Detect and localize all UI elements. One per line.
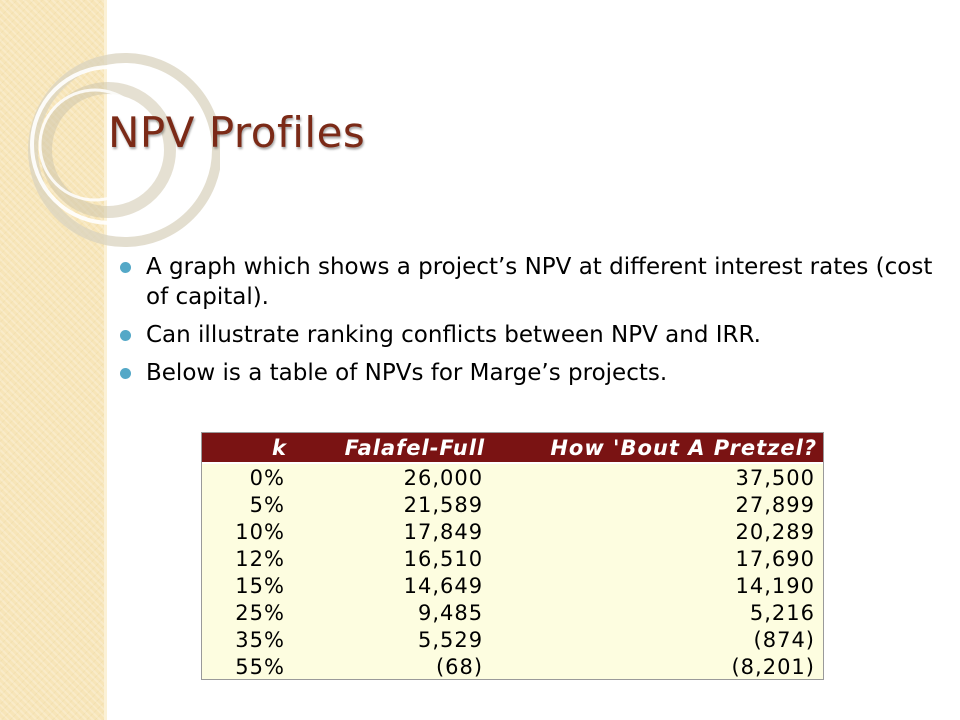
bullet-dot-icon <box>120 368 131 379</box>
header-falafel-full: Falafel-Full <box>293 433 491 463</box>
cell-falafel-npv: (68) <box>435 654 484 679</box>
cell-pretzel-npv: 14,190 <box>735 573 815 598</box>
table-row <box>202 491 823 518</box>
cell-rate: 35% <box>235 627 285 652</box>
bullet-text: Below is a table of NPVs for Marge’s projects. <box>146 360 668 386</box>
bullet-text: A graph which shows a project’s NPV at different interest rates (cost of capital). <box>146 254 933 310</box>
cell-falafel-npv: 9,485 <box>417 600 484 625</box>
bullet-text: Can illustrate ranking conflicts between NPV and IRR. <box>146 322 761 348</box>
header-pretzel: How 'Bout A Pretzel? <box>491 433 823 463</box>
cell-pretzel-npv: 20,289 <box>735 519 815 544</box>
cell-falafel-npv: 16,510 <box>403 546 484 571</box>
npv-table-container <box>201 432 824 680</box>
npv-table <box>202 433 823 680</box>
table-row <box>202 653 823 680</box>
cell-rate: 10% <box>235 519 285 544</box>
cell-pretzel-npv: 27,899 <box>735 492 815 517</box>
header-k: k <box>202 433 293 463</box>
bullet-dot-icon <box>120 262 131 273</box>
cell-pretzel-npv: 37,500 <box>735 465 815 490</box>
cell-rate: 12% <box>235 546 285 571</box>
table-row <box>202 463 823 491</box>
cell-rate: 55% <box>235 654 285 679</box>
bullet-item <box>120 252 940 312</box>
cell-rate: 0% <box>249 465 285 490</box>
table-row <box>202 599 823 626</box>
cell-falafel-npv: 26,000 <box>403 465 484 490</box>
bullet-list <box>120 252 940 396</box>
bullet-item <box>120 358 940 388</box>
bullet-item <box>120 320 940 350</box>
cell-falafel-npv: 14,649 <box>403 573 484 598</box>
table-header-row <box>202 433 823 463</box>
cell-pretzel-npv: (8,201) <box>731 654 815 679</box>
cell-pretzel-npv: (874) <box>753 627 815 652</box>
slide-title: NPV Profiles <box>108 108 366 157</box>
cell-falafel-npv: 17,849 <box>403 519 484 544</box>
table-row <box>202 518 823 545</box>
cell-rate: 25% <box>235 600 285 625</box>
cell-falafel-npv: 5,529 <box>417 627 484 652</box>
bullet-dot-icon <box>120 330 131 341</box>
table-row <box>202 626 823 653</box>
cell-pretzel-npv: 17,690 <box>735 546 815 571</box>
cell-falafel-npv: 21,589 <box>403 492 484 517</box>
cell-pretzel-npv: 5,216 <box>749 600 815 625</box>
table-row <box>202 572 823 599</box>
table-row <box>202 545 823 572</box>
cell-rate: 5% <box>249 492 285 517</box>
cell-rate: 15% <box>235 573 285 598</box>
